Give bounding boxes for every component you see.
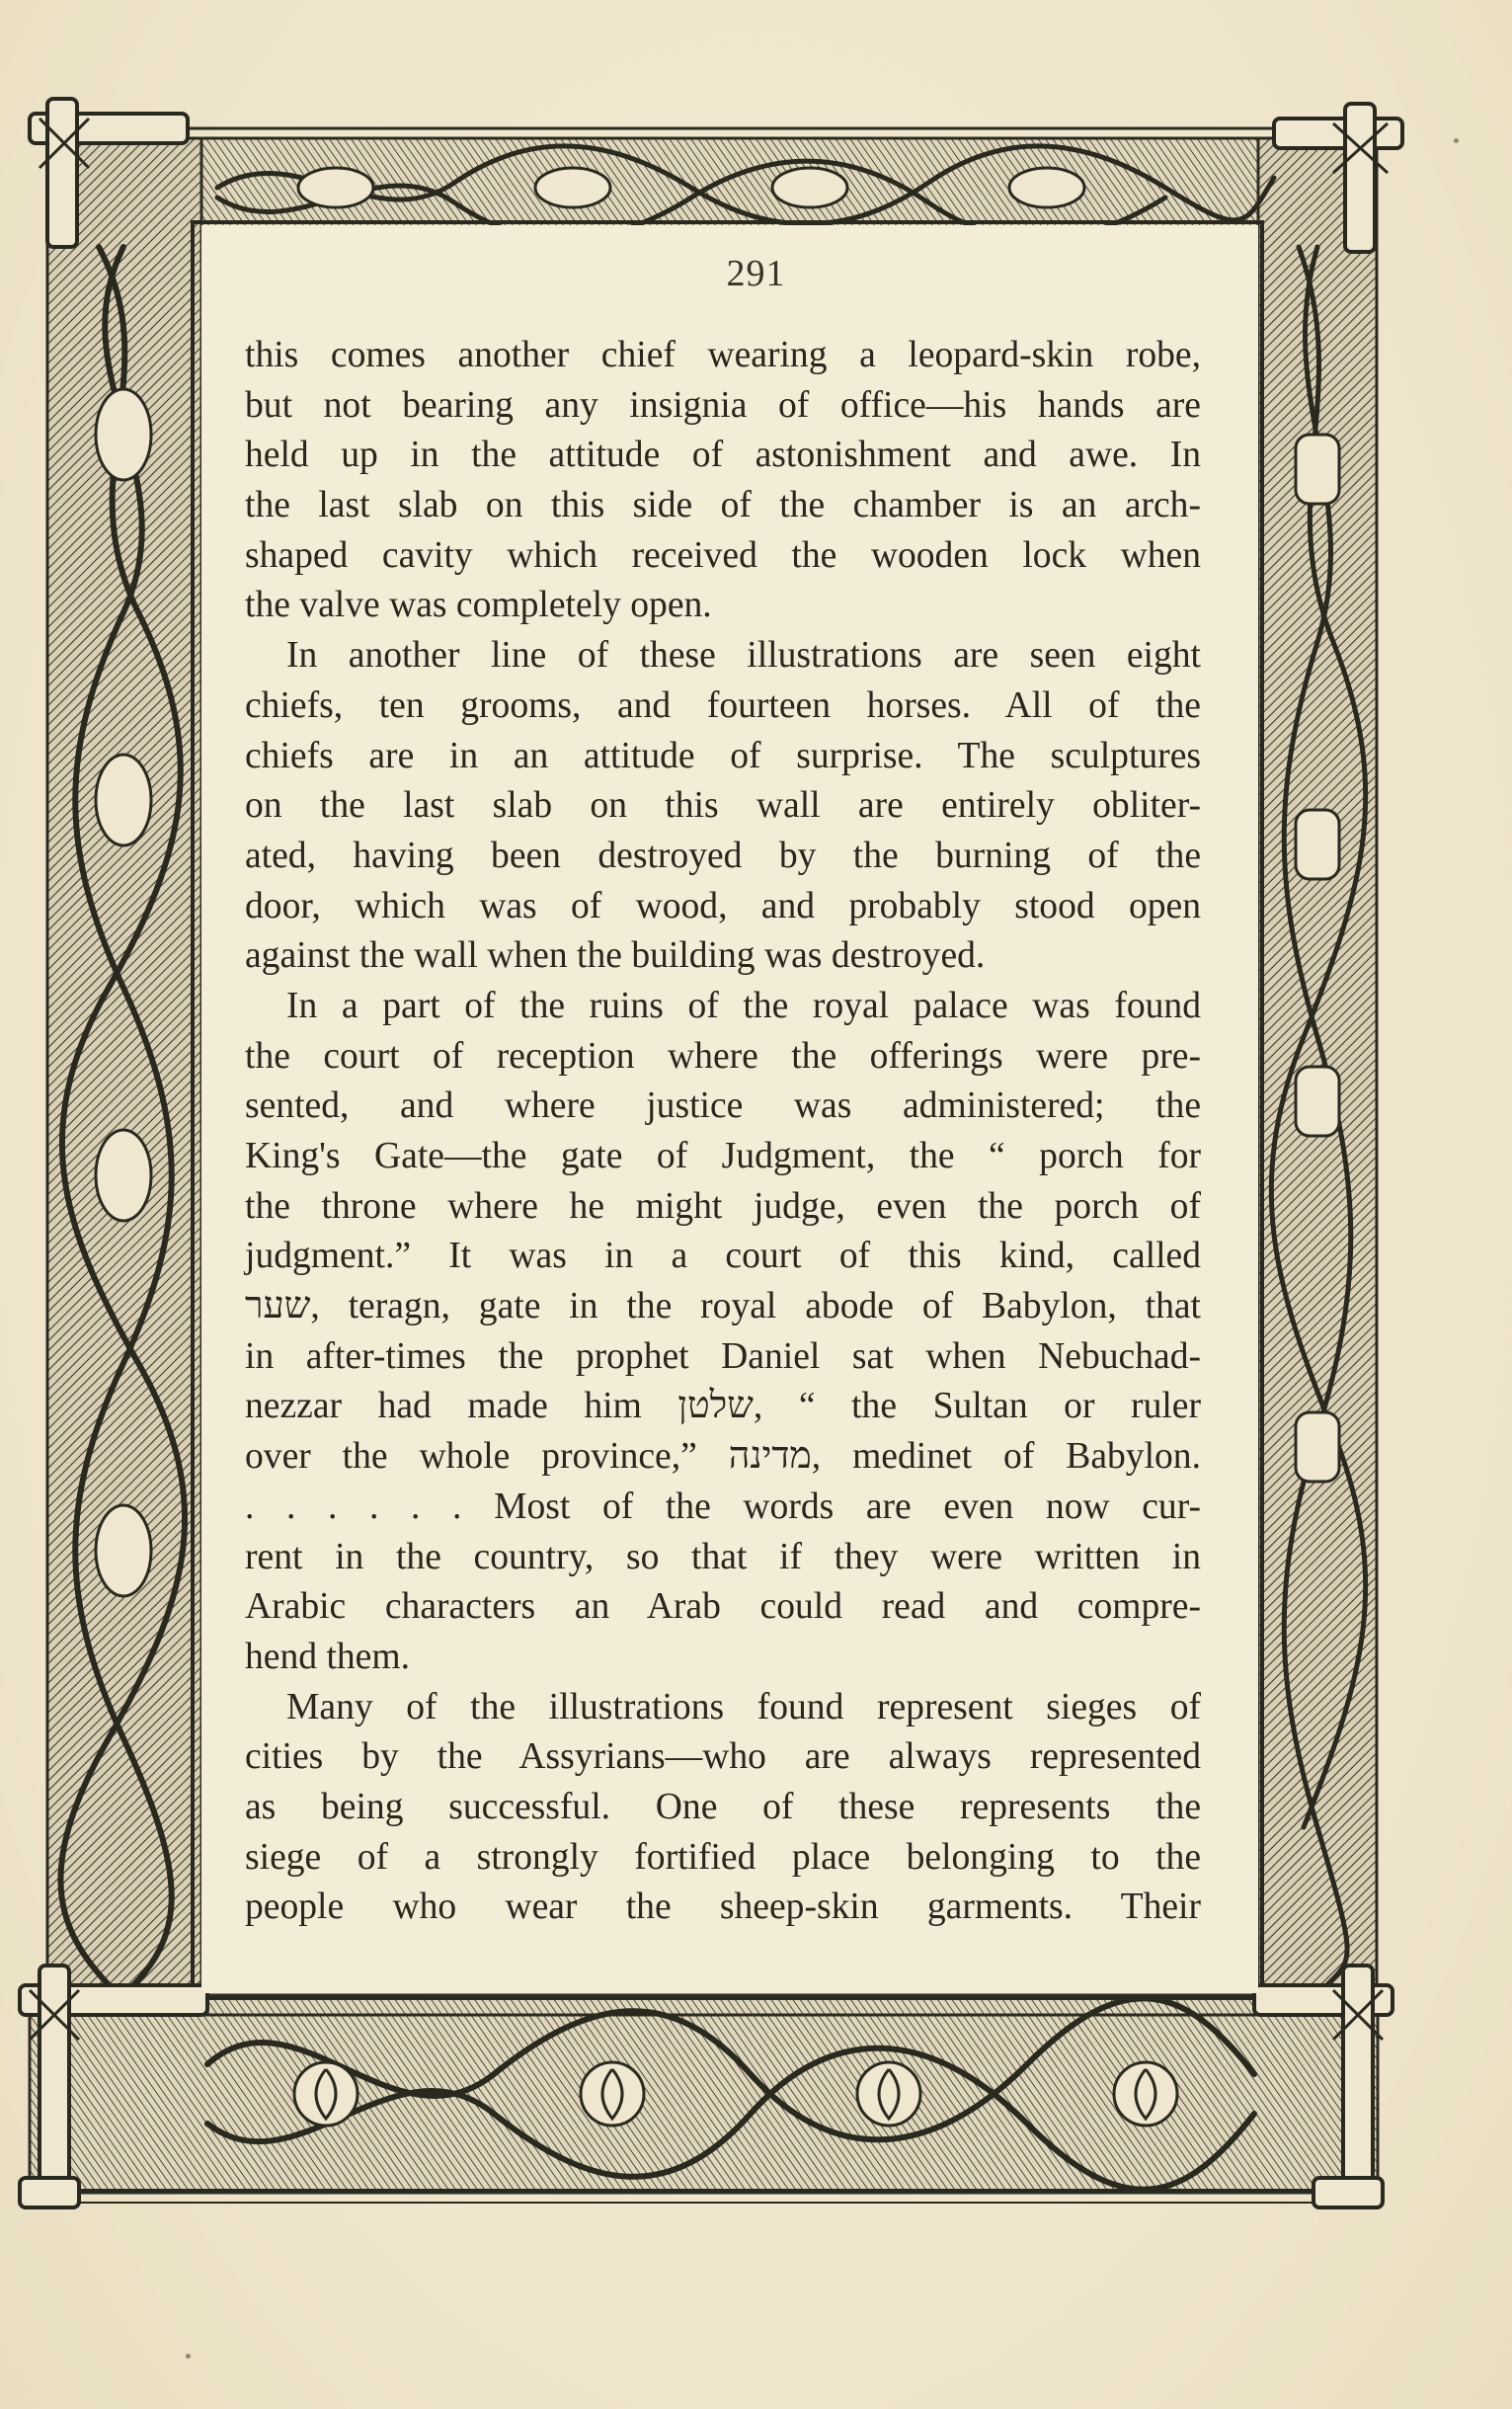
text-line: Arabic characters an Arab could read and compre-: [245, 1586, 1201, 1628]
text-line: the last slab on this side of the chamber is an arch-: [245, 485, 1201, 526]
text-line: שער, teragn, gate in the royal abode of Babylon, that: [245, 1286, 1201, 1327]
text-line: . . . . . . Most of the words are even now cur-: [245, 1486, 1201, 1527]
text-line: door, which was of wood, and probably stood open: [245, 885, 1201, 926]
text-line: over the whole province,” מדינה, medinet of Babylon.: [245, 1436, 1201, 1478]
text-line: held up in the attitude of astonishment and awe. In: [245, 435, 1201, 476]
text-line: shaped cavity which received the wooden lock when: [245, 534, 1201, 576]
text-line: the court of reception where the offerings were pre-: [245, 1035, 1201, 1077]
text-line: chiefs, ten grooms, and fourteen horses. All of the: [245, 684, 1201, 726]
text-line: judgment.” It was in a court of this kind, called: [245, 1236, 1201, 1277]
text-line: chiefs are in an attitude of surprise. The sculptures: [245, 735, 1201, 776]
page-number: 291: [726, 253, 786, 294]
text-line: siege of a strongly fortified place belonging to the: [245, 1836, 1201, 1878]
text-line: against the wall when the building was destroyed.: [245, 935, 986, 977]
text-line: rent in the country, so that if they were written in: [245, 1536, 1201, 1577]
paragraph-1: [245, 331, 1201, 631]
text-line: King's Gate—the gate of Judgment, the “ porch for: [245, 1136, 1201, 1176]
paragraph-2: [245, 631, 1201, 982]
text-line: ated, having been destroyed by the burning of the: [245, 835, 1201, 876]
text-line: Many of the illustrations found represent sieges of: [286, 1686, 1201, 1727]
text-line: the throne where he might judge, even the porch of: [245, 1185, 1201, 1227]
paper-speck: [186, 2354, 191, 2359]
text-line: In another line of these illustrations are seen eight: [286, 635, 1201, 677]
text-line: the valve was completely open.: [245, 585, 712, 626]
text-line: as being successful. One of these represents the: [245, 1786, 1201, 1827]
text-line: on the last slab on this wall are entirely obliter-: [245, 785, 1201, 827]
text-line: sented, and where justice was administered; the: [245, 1085, 1201, 1127]
text-line: In a part of the ruins of the royal palace was found: [286, 985, 1201, 1026]
text-line: hend them.: [245, 1636, 410, 1677]
text-line: in after-times the prophet Daniel sat when Nebuchad-: [245, 1335, 1201, 1377]
paragraph-4: [245, 1683, 1201, 1933]
text-line: people who wear the sheep-skin garments. Their: [245, 1887, 1201, 1928]
body-text: [245, 331, 1201, 1933]
text-line: this comes another chief wearing a leopard-skin robe,: [245, 335, 1201, 375]
paragraph-3: [245, 982, 1201, 1683]
text-line: cities by the Assyrians—who are always represented: [245, 1736, 1201, 1778]
paper-speck: [1454, 138, 1459, 143]
text-line: nezzar had made him שלטן, “ the Sultan or ruler: [245, 1386, 1201, 1427]
text-line: but not bearing any insignia of office—his hands are: [245, 384, 1201, 426]
